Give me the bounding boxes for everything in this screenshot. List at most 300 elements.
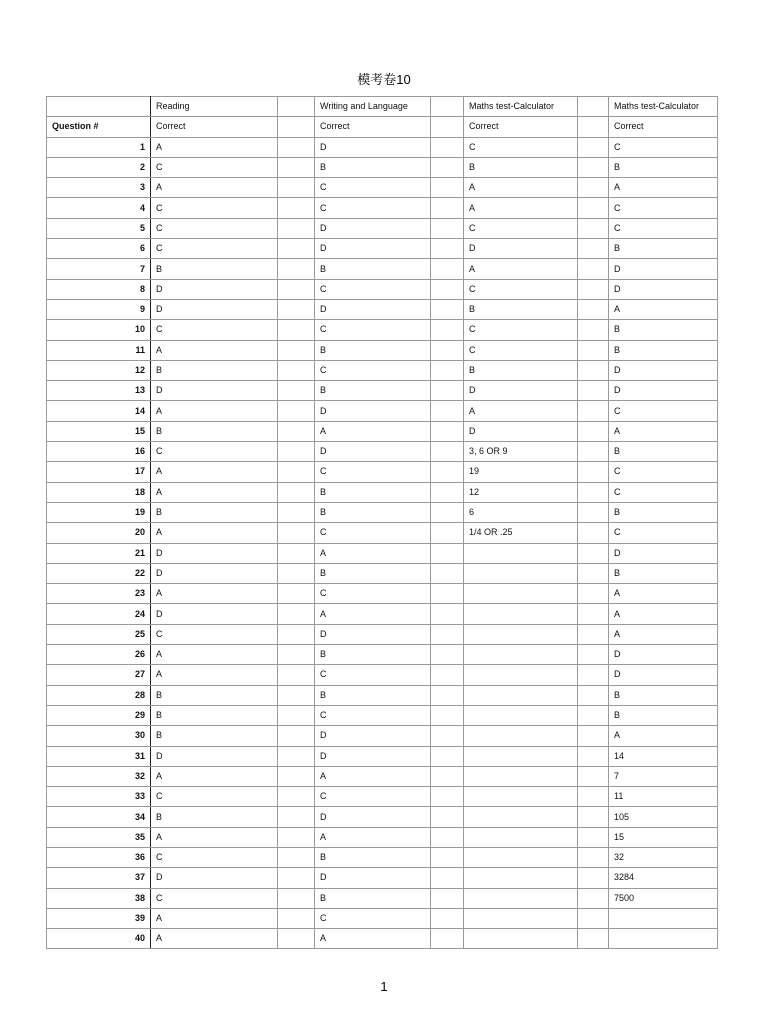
corner-cell	[47, 97, 151, 117]
reading-answer: D	[151, 868, 278, 888]
math-calc-2-answer: B	[609, 685, 718, 705]
column-header-reading: Reading	[151, 97, 278, 117]
math-calc-2-answer: B	[609, 502, 718, 522]
spacer-cell	[431, 482, 464, 502]
math-calc-1-answer	[464, 543, 578, 563]
math-calc-1-answer	[464, 563, 578, 583]
table-row	[47, 726, 718, 746]
reading-answer: D	[151, 604, 278, 624]
reading-answer: D	[151, 746, 278, 766]
spacer-cell	[278, 766, 315, 786]
reading-answer: A	[151, 401, 278, 421]
math-calc-2-answer: A	[609, 421, 718, 441]
table-row	[47, 401, 718, 421]
writing-answer: B	[315, 340, 431, 360]
spacer-cell	[431, 239, 464, 259]
question-number: 23	[47, 584, 151, 604]
spacer-cell	[431, 340, 464, 360]
math-calc-1-answer: A	[464, 178, 578, 198]
math-calc-1-answer	[464, 665, 578, 685]
spacer-cell	[578, 746, 609, 766]
question-number: 18	[47, 482, 151, 502]
spacer-cell	[431, 624, 464, 644]
spacer-cell	[278, 847, 315, 867]
reading-answer: D	[151, 279, 278, 299]
spacer-cell	[431, 299, 464, 319]
question-number: 22	[47, 563, 151, 583]
column-header-writing: Writing and Language	[315, 97, 431, 117]
question-number: 31	[47, 746, 151, 766]
math-calc-1-answer	[464, 908, 578, 928]
spacer-cell	[578, 563, 609, 583]
writing-answer: C	[315, 908, 431, 928]
spacer-cell	[578, 178, 609, 198]
column-header-math-calc-1: Maths test-Calculator	[464, 97, 578, 117]
math-calc-1-answer	[464, 807, 578, 827]
spacer-cell	[278, 137, 315, 157]
reading-answer: A	[151, 523, 278, 543]
spacer-cell	[578, 929, 609, 949]
reading-answer: A	[151, 908, 278, 928]
math-calc-1-answer: C	[464, 218, 578, 238]
table-row	[47, 584, 718, 604]
spacer-cell	[278, 421, 315, 441]
question-number: 26	[47, 645, 151, 665]
spacer-cell	[578, 340, 609, 360]
writing-answer: B	[315, 888, 431, 908]
spacer-cell	[578, 97, 609, 117]
spacer-cell	[578, 360, 609, 380]
table-row	[47, 482, 718, 502]
reading-answer: A	[151, 462, 278, 482]
reading-answer: B	[151, 259, 278, 279]
table-row	[47, 157, 718, 177]
table-row	[47, 299, 718, 319]
math-calc-2-answer: A	[609, 584, 718, 604]
reading-answer: A	[151, 137, 278, 157]
writing-answer: D	[315, 807, 431, 827]
reading-answer: A	[151, 645, 278, 665]
reading-answer: B	[151, 705, 278, 725]
spacer-cell	[578, 888, 609, 908]
correct-label-math-calc-1: Correct	[464, 117, 578, 137]
spacer-cell	[431, 746, 464, 766]
math-calc-2-answer: D	[609, 279, 718, 299]
writing-answer: B	[315, 563, 431, 583]
spacer-cell	[578, 807, 609, 827]
math-calc-1-answer: 12	[464, 482, 578, 502]
answer-table-body	[47, 97, 718, 949]
spacer-cell	[578, 726, 609, 746]
math-calc-1-answer	[464, 624, 578, 644]
spacer-cell	[278, 523, 315, 543]
reading-answer: C	[151, 198, 278, 218]
writing-answer: C	[315, 198, 431, 218]
correct-label-math-calc-2: Correct	[609, 117, 718, 137]
spacer-cell	[431, 584, 464, 604]
reading-answer: A	[151, 340, 278, 360]
spacer-cell	[431, 137, 464, 157]
section-header-row	[47, 97, 718, 117]
math-calc-2-answer: C	[609, 218, 718, 238]
spacer-cell	[278, 157, 315, 177]
math-calc-1-answer	[464, 847, 578, 867]
table-row	[47, 259, 718, 279]
spacer-cell	[431, 259, 464, 279]
spacer-cell	[578, 401, 609, 421]
question-number: 19	[47, 502, 151, 522]
reading-answer: B	[151, 421, 278, 441]
table-row	[47, 218, 718, 238]
math-calc-1-answer: C	[464, 340, 578, 360]
question-number: 12	[47, 360, 151, 380]
spacer-cell	[578, 645, 609, 665]
table-row	[47, 340, 718, 360]
writing-answer: D	[315, 218, 431, 238]
table-row	[47, 320, 718, 340]
writing-answer: D	[315, 868, 431, 888]
table-row	[47, 442, 718, 462]
math-calc-1-answer: C	[464, 320, 578, 340]
question-number: 1	[47, 137, 151, 157]
math-calc-2-answer: 14	[609, 746, 718, 766]
writing-answer: C	[315, 787, 431, 807]
reading-answer: A	[151, 584, 278, 604]
spacer-cell	[278, 279, 315, 299]
math-calc-2-answer: C	[609, 482, 718, 502]
math-calc-2-answer: B	[609, 442, 718, 462]
math-calc-2-answer: B	[609, 157, 718, 177]
math-calc-1-answer	[464, 726, 578, 746]
reading-answer: D	[151, 563, 278, 583]
table-row	[47, 360, 718, 380]
writing-answer: C	[315, 523, 431, 543]
spacer-cell	[431, 97, 464, 117]
question-number: 36	[47, 847, 151, 867]
writing-answer: A	[315, 929, 431, 949]
math-calc-1-answer: C	[464, 137, 578, 157]
spacer-cell	[431, 157, 464, 177]
math-calc-1-answer: 3, 6 OR 9	[464, 442, 578, 462]
table-row	[47, 279, 718, 299]
math-calc-2-answer: A	[609, 624, 718, 644]
table-row	[47, 462, 718, 482]
spacer-cell	[278, 929, 315, 949]
math-calc-2-answer: B	[609, 563, 718, 583]
spacer-cell	[578, 502, 609, 522]
correct-header-row	[47, 117, 718, 137]
writing-answer: C	[315, 584, 431, 604]
spacer-cell	[278, 259, 315, 279]
writing-answer: D	[315, 624, 431, 644]
table-row	[47, 665, 718, 685]
question-number: 38	[47, 888, 151, 908]
reading-answer: C	[151, 624, 278, 644]
table-row	[47, 908, 718, 928]
spacer-cell	[431, 665, 464, 685]
table-row	[47, 847, 718, 867]
writing-answer: C	[315, 360, 431, 380]
table-row	[47, 137, 718, 157]
reading-answer: A	[151, 827, 278, 847]
spacer-cell	[431, 279, 464, 299]
writing-answer: D	[315, 239, 431, 259]
table-row	[47, 421, 718, 441]
reading-answer: C	[151, 157, 278, 177]
table-row	[47, 543, 718, 563]
math-calc-2-answer: C	[609, 198, 718, 218]
writing-answer: B	[315, 157, 431, 177]
writing-answer: C	[315, 462, 431, 482]
reading-answer: B	[151, 360, 278, 380]
question-number: 32	[47, 766, 151, 786]
spacer-cell	[431, 847, 464, 867]
spacer-cell	[278, 117, 315, 137]
spacer-cell	[278, 239, 315, 259]
math-calc-2-answer: D	[609, 543, 718, 563]
spacer-cell	[578, 604, 609, 624]
reading-answer: C	[151, 888, 278, 908]
math-calc-2-answer: A	[609, 726, 718, 746]
reading-answer: A	[151, 178, 278, 198]
spacer-cell	[431, 543, 464, 563]
spacer-cell	[431, 787, 464, 807]
question-number: 13	[47, 381, 151, 401]
writing-answer: A	[315, 827, 431, 847]
question-number: 20	[47, 523, 151, 543]
spacer-cell	[278, 563, 315, 583]
table-row	[47, 645, 718, 665]
question-number: 4	[47, 198, 151, 218]
spacer-cell	[431, 442, 464, 462]
spacer-cell	[578, 259, 609, 279]
spacer-cell	[431, 117, 464, 137]
math-calc-2-answer: C	[609, 137, 718, 157]
table-row	[47, 604, 718, 624]
spacer-cell	[578, 523, 609, 543]
reading-answer: D	[151, 299, 278, 319]
spacer-cell	[578, 584, 609, 604]
question-number: 11	[47, 340, 151, 360]
question-number: 2	[47, 157, 151, 177]
question-number: 24	[47, 604, 151, 624]
math-calc-1-answer	[464, 685, 578, 705]
spacer-cell	[431, 705, 464, 725]
writing-answer: C	[315, 178, 431, 198]
writing-answer: D	[315, 299, 431, 319]
question-number: 39	[47, 908, 151, 928]
writing-answer: A	[315, 604, 431, 624]
table-row	[47, 239, 718, 259]
writing-answer: B	[315, 381, 431, 401]
question-number: 10	[47, 320, 151, 340]
spacer-cell	[278, 218, 315, 238]
table-row	[47, 888, 718, 908]
math-calc-1-answer: A	[464, 401, 578, 421]
math-calc-1-answer: D	[464, 421, 578, 441]
math-calc-2-answer: 11	[609, 787, 718, 807]
question-number: 8	[47, 279, 151, 299]
math-calc-1-answer: A	[464, 198, 578, 218]
spacer-cell	[578, 198, 609, 218]
spacer-cell	[278, 807, 315, 827]
math-calc-1-answer: C	[464, 279, 578, 299]
math-calc-2-answer: C	[609, 523, 718, 543]
spacer-cell	[431, 462, 464, 482]
spacer-cell	[431, 908, 464, 928]
spacer-cell	[278, 543, 315, 563]
spacer-cell	[278, 746, 315, 766]
math-calc-2-answer: 3284	[609, 868, 718, 888]
spacer-cell	[278, 685, 315, 705]
math-calc-2-answer: 105	[609, 807, 718, 827]
writing-answer: B	[315, 645, 431, 665]
question-number: 30	[47, 726, 151, 746]
spacer-cell	[578, 442, 609, 462]
spacer-cell	[431, 178, 464, 198]
spacer-cell	[578, 908, 609, 928]
math-calc-1-answer	[464, 645, 578, 665]
math-calc-1-answer	[464, 746, 578, 766]
spacer-cell	[431, 827, 464, 847]
table-row	[47, 827, 718, 847]
math-calc-1-answer	[464, 827, 578, 847]
reading-answer: C	[151, 320, 278, 340]
spacer-cell	[431, 868, 464, 888]
spacer-cell	[578, 624, 609, 644]
spacer-cell	[278, 502, 315, 522]
spacer-cell	[278, 442, 315, 462]
spacer-cell	[578, 279, 609, 299]
table-row	[47, 787, 718, 807]
reading-answer: C	[151, 239, 278, 259]
writing-answer: A	[315, 421, 431, 441]
writing-answer: A	[315, 543, 431, 563]
question-number: 35	[47, 827, 151, 847]
math-calc-2-answer: D	[609, 665, 718, 685]
table-row	[47, 563, 718, 583]
spacer-cell	[578, 766, 609, 786]
math-calc-2-answer: B	[609, 705, 718, 725]
spacer-cell	[431, 604, 464, 624]
spacer-cell	[431, 421, 464, 441]
question-number: 40	[47, 929, 151, 949]
spacer-cell	[278, 360, 315, 380]
spacer-cell	[578, 157, 609, 177]
spacer-cell	[578, 381, 609, 401]
spacer-cell	[578, 462, 609, 482]
spacer-cell	[278, 320, 315, 340]
spacer-cell	[278, 726, 315, 746]
math-calc-1-answer	[464, 705, 578, 725]
math-calc-1-answer: B	[464, 299, 578, 319]
reading-answer: A	[151, 929, 278, 949]
spacer-cell	[578, 705, 609, 725]
spacer-cell	[578, 685, 609, 705]
spacer-cell	[578, 482, 609, 502]
spacer-cell	[578, 239, 609, 259]
spacer-cell	[431, 929, 464, 949]
writing-answer: D	[315, 746, 431, 766]
spacer-cell	[431, 523, 464, 543]
spacer-cell	[278, 705, 315, 725]
spacer-cell	[278, 401, 315, 421]
reading-answer: C	[151, 218, 278, 238]
math-calc-1-answer: D	[464, 381, 578, 401]
question-number: 7	[47, 259, 151, 279]
table-row	[47, 381, 718, 401]
table-row	[47, 502, 718, 522]
table-row	[47, 868, 718, 888]
writing-answer: B	[315, 685, 431, 705]
math-calc-1-answer: B	[464, 360, 578, 380]
spacer-cell	[431, 685, 464, 705]
math-calc-1-answer	[464, 888, 578, 908]
math-calc-2-answer	[609, 908, 718, 928]
spacer-cell	[578, 847, 609, 867]
spacer-cell	[431, 381, 464, 401]
table-row	[47, 624, 718, 644]
spacer-cell	[431, 888, 464, 908]
question-number: 34	[47, 807, 151, 827]
math-calc-1-answer	[464, 787, 578, 807]
math-calc-2-answer: B	[609, 340, 718, 360]
writing-answer: C	[315, 320, 431, 340]
math-calc-1-answer: A	[464, 259, 578, 279]
math-calc-2-answer: D	[609, 360, 718, 380]
correct-label-reading: Correct	[151, 117, 278, 137]
spacer-cell	[578, 868, 609, 888]
table-row	[47, 746, 718, 766]
math-calc-1-answer	[464, 584, 578, 604]
table-row	[47, 766, 718, 786]
reading-answer: B	[151, 685, 278, 705]
math-calc-1-answer: 19	[464, 462, 578, 482]
writing-answer: D	[315, 401, 431, 421]
math-calc-2-answer: B	[609, 239, 718, 259]
spacer-cell	[431, 198, 464, 218]
math-calc-2-answer: C	[609, 462, 718, 482]
spacer-cell	[278, 584, 315, 604]
math-calc-1-answer	[464, 868, 578, 888]
math-calc-1-answer	[464, 929, 578, 949]
question-number: 28	[47, 685, 151, 705]
writing-answer: B	[315, 482, 431, 502]
spacer-cell	[278, 198, 315, 218]
spacer-cell	[278, 381, 315, 401]
spacer-cell	[431, 807, 464, 827]
spacer-cell	[578, 827, 609, 847]
answer-key-table	[46, 96, 718, 949]
spacer-cell	[278, 482, 315, 502]
writing-answer: B	[315, 259, 431, 279]
writing-answer: C	[315, 705, 431, 725]
spacer-cell	[578, 320, 609, 340]
spacer-cell	[278, 178, 315, 198]
math-calc-2-answer: A	[609, 604, 718, 624]
math-calc-2-answer: 32	[609, 847, 718, 867]
spacer-cell	[431, 401, 464, 421]
correct-label-writing: Correct	[315, 117, 431, 137]
writing-answer: A	[315, 766, 431, 786]
spacer-cell	[431, 502, 464, 522]
reading-answer: B	[151, 726, 278, 746]
math-calc-2-answer: D	[609, 381, 718, 401]
spacer-cell	[278, 624, 315, 644]
spacer-cell	[578, 787, 609, 807]
table-row	[47, 523, 718, 543]
question-number: 27	[47, 665, 151, 685]
